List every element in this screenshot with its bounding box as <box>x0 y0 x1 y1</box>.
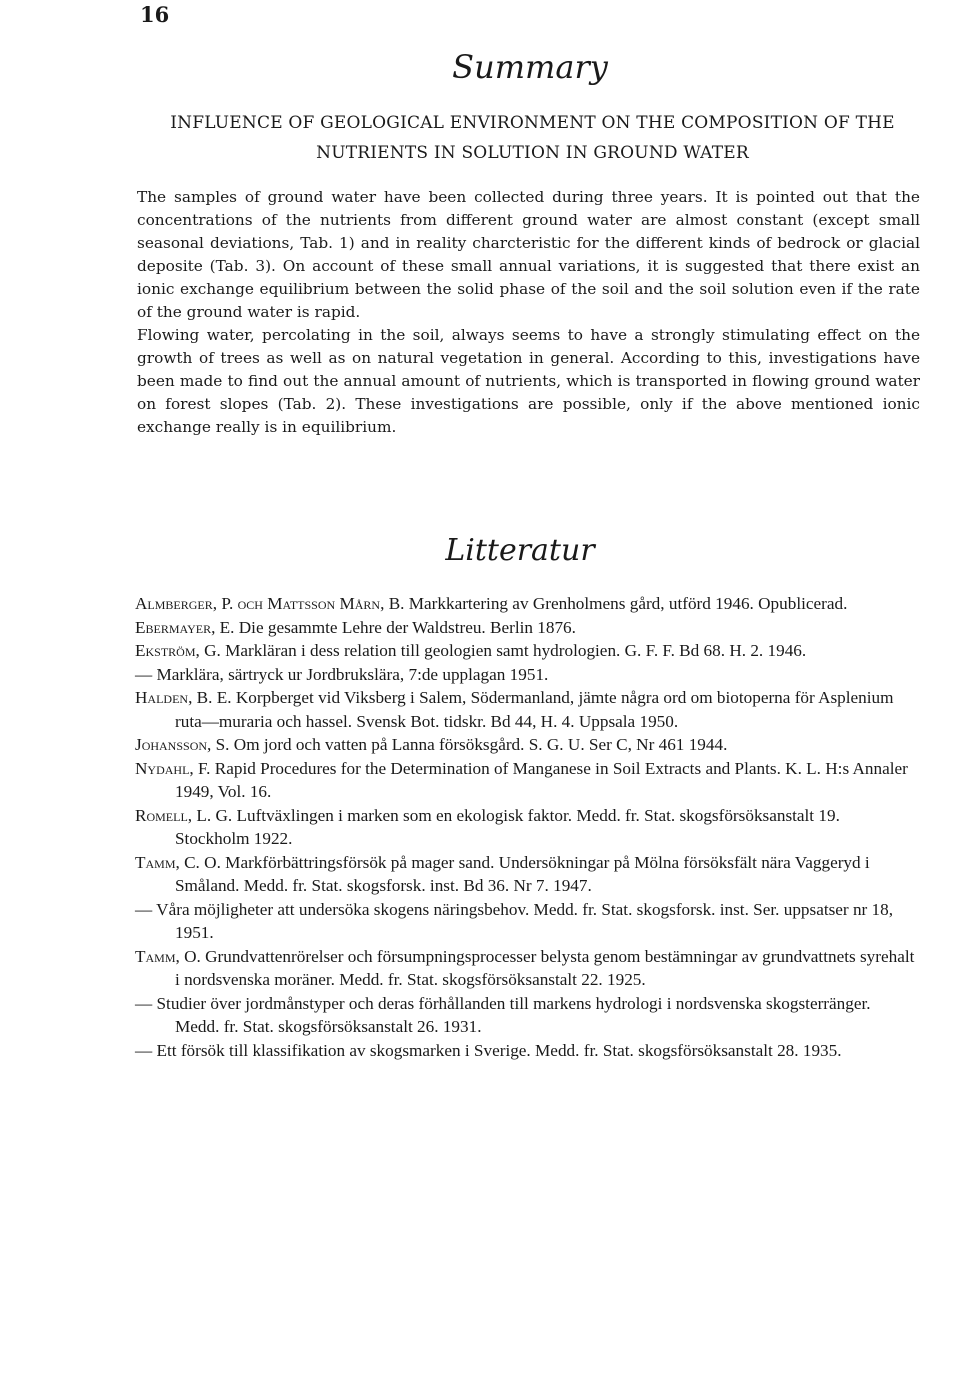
reference-author: Halden, B. E. <box>135 688 232 707</box>
page-number: 16 <box>140 2 170 27</box>
reference-item <box>135 639 915 663</box>
reference-list <box>135 592 915 1062</box>
reference-item <box>135 945 915 992</box>
reference-text: Rapid Procedures for the Determination of Manganese in Soil Extracts and Plants. K. L. H:s Annaler 1949, Vol. 16. <box>175 758 908 801</box>
reference-author: Ebermayer, E. <box>135 617 235 637</box>
summary-heading: Summary <box>452 48 608 86</box>
reference-author: Ekström, G. <box>135 641 221 660</box>
reference-text: Om jord och vatten på Lanna försöksgård. S. G. U. Ser C, Nr 461 1944. <box>229 735 728 754</box>
reference-author: — <box>135 1040 153 1060</box>
reference-text: Markkartering av Grenholmens gård, utförd 1946. Opublicerad. <box>404 594 848 613</box>
reference-item <box>135 992 915 1039</box>
reference-item <box>135 663 915 687</box>
reference-author: Almberger, P. och Mattsson Mårn, B. <box>135 594 405 613</box>
reference-author: Tamm, C. O. <box>135 852 221 872</box>
reference-text: Die gesammte Lehre der Waldstreu. Berlin 1876. <box>234 617 576 637</box>
reference-item <box>135 616 915 640</box>
summary-body <box>137 186 920 439</box>
summary-paragraph: Flowing water, percolating in the soil, always seems to have a strongly stimulating effect on the growth of trees as well as on natural vegetation in general. According to this, investigations have been made to find out the annual amount of nutrients, which is transported in flowing ground water on forest slopes (Tab. 2). These investigations are possible, only if the above mentioned ionic exchange really is in equilibrium. <box>137 326 920 436</box>
reference-item <box>135 898 915 945</box>
reference-item <box>135 592 915 616</box>
paper-title: INFLUENCE OF GEOLOGICAL ENVIRONMENT ON THE COMPOSITION OF THE NUTRIENTS IN SOLUTION IN GROUND WATER <box>170 113 895 163</box>
reference-item <box>135 686 915 733</box>
reference-author: — <box>135 664 153 684</box>
reference-text: Grundvattenrörelser och försumpningsprocesser belysta genom bestämningar av grundvattnets syrehalt i nordsvenska moräner. Medd. fr. Stat. skogsförsöksanstalt 22. 1925. <box>175 946 915 989</box>
reference-item <box>135 1039 915 1063</box>
reference-text: Ett försök till klassifikation av skogsmarken i Sverige. Medd. fr. Stat. skogsförsöksanstalt 28. 1935. <box>152 1040 842 1060</box>
reference-item <box>135 757 915 804</box>
reference-author: Romell, L. G. <box>135 805 233 825</box>
reference-text: Markförbättringsförsök på mager sand. Undersökningar på Mölna försöksfält nära Vaggeryd i Småland. Medd. fr. Stat. skogsforsk. inst. Bd 36. Nr 7. 1947. <box>175 852 870 895</box>
reference-author: Tamm, O. <box>135 946 201 966</box>
reference-text: Markläran i dess relation till geologien samt hydrologien. G. F. F. Bd 68. H. 2. 1946. <box>220 641 807 660</box>
reference-author: — <box>135 899 153 919</box>
reference-author: Johansson, S. <box>135 735 230 754</box>
reference-text: Marklära, särtryck ur Jordbrukslära, 7:de upplagan 1951. <box>152 664 549 684</box>
litteratur-heading: Litteratur <box>445 533 595 568</box>
reference-text: Våra möjligheter att undersöka skogens näringsbehov. Medd. fr. Stat. skogsforsk. inst. Ser. uppsatser nr 18, 1951. <box>152 899 894 942</box>
reference-text: Luftväxlingen i marken som en ekologisk faktor. Medd. fr. Stat. skogsförsöksanstalt 19. Stockholm 1922. <box>175 805 840 848</box>
reference-item <box>135 733 915 757</box>
summary-paragraph: The samples of ground water have been collected during three years. It is pointed out that the concentrations of the nutrients from different ground water are almost constant (except small seasonal deviations, Tab. 1) and in reality charcteristic for the different kinds of bedrock or glacial deposite (Tab. 3). On account of these small annual variations, it is suggested that there exist an ionic exchange equilibrium between the solid phase of the soil and the soil solution even if the rate of the ground water is rapid. <box>137 188 920 321</box>
reference-author: Nydahl, F. <box>135 758 211 778</box>
reference-text: Korpberget vid Viksberg i Salem, Södermanland, jämte några ord om biotoperna för Asplenium ruta—muraria och hassel. Svensk Bot. tidskr. Bd 44, H. 4. Uppsala 1950. <box>175 688 894 731</box>
reference-item <box>135 851 915 898</box>
reference-author: — <box>135 993 153 1013</box>
reference-item <box>135 804 915 851</box>
reference-text: Studier över jordmånstyper och deras förhållanden till markens hydrologi i nordsvenska skogsterränger. Medd. fr. Stat. skogsförsöksanstalt 26. 1931. <box>152 993 871 1036</box>
